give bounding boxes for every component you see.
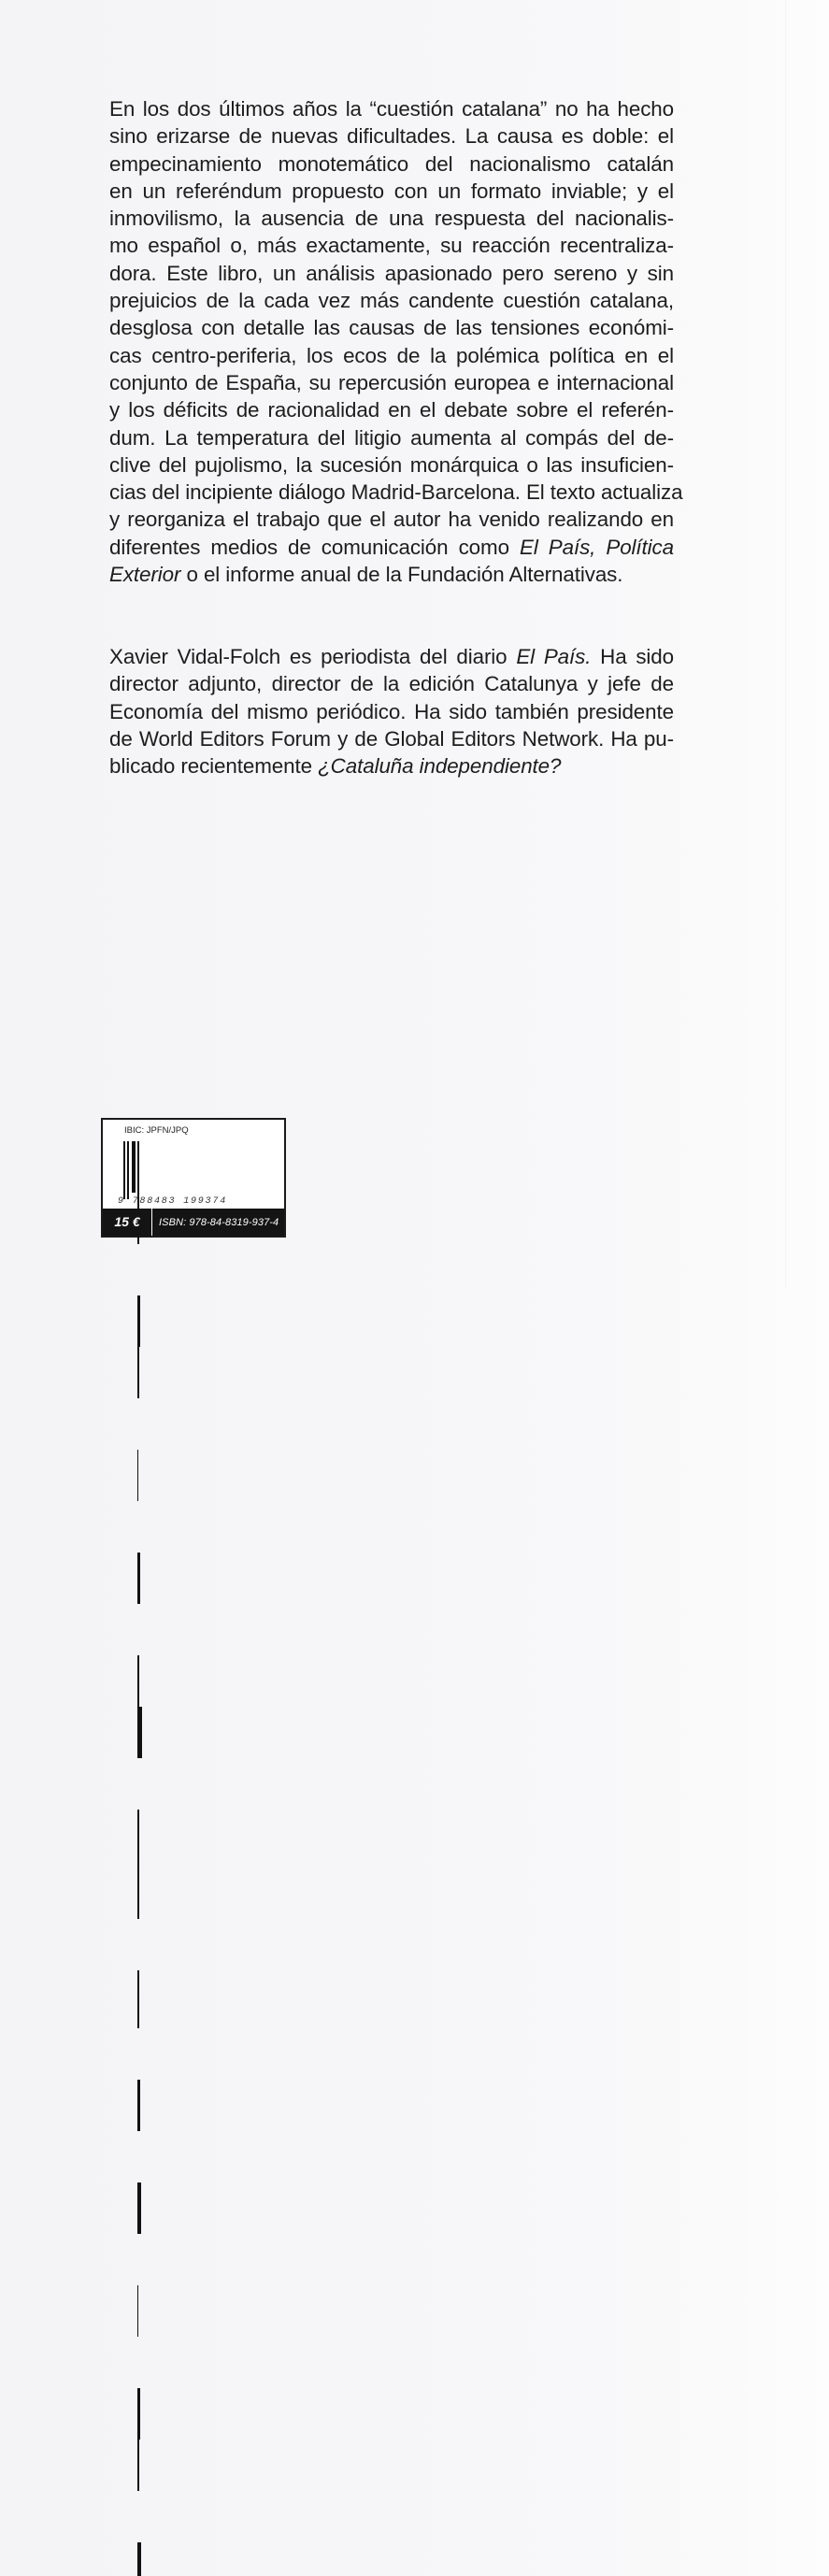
bio-line: Economía del mismo periódico. Ha sido también presidente — [109, 699, 674, 723]
blurb-line: conjunto de España, su repercusión europea e internacional — [109, 370, 674, 394]
bio-text: blicado recientemente — [109, 754, 319, 779]
barcode-icon — [123, 1141, 278, 1197]
blurb-line: En los dos últimos años la “cuestión catalana” no ha hecho — [109, 97, 674, 121]
blurb-line: empecinamiento monotemático del nacionalismo catalán — [109, 151, 674, 176]
blurb-line: cias del incipiente diálogo Madrid-Barcelona. El texto actualiza — [109, 480, 683, 505]
blurb-line: desglosa con detalle las causas de las tensiones económi- — [109, 316, 674, 340]
blurb-line: dum. La temperatura del litigio aumenta al compás del de- — [109, 425, 674, 450]
blurb-line — [109, 561, 674, 588]
price-label: 15 € — [103, 1209, 152, 1236]
bio-line — [109, 643, 674, 670]
blurb-line: clive del pujolismo, la sucesión monárquica o las insuficien- — [109, 452, 674, 477]
ibic-code: IBIC: JPFN/JPQ — [124, 1125, 189, 1136]
blurb-text: o el informe anual de la Fundación Alternativas. — [180, 563, 623, 587]
blurb-line — [109, 534, 674, 561]
author-bio — [109, 643, 674, 780]
blurb-line: dora. Este libro, un análisis apasionado pero sereno y sin — [109, 261, 674, 285]
blurb-line: en un referéndum propuesto con un formato inviable; y el — [109, 179, 674, 203]
blurb-line: cas centro-periferia, los ecos de la polémica política en el — [109, 343, 674, 367]
book-blurb — [109, 95, 683, 588]
blurb-text: diferentes medios de comunicación como — [109, 535, 520, 559]
bio-line: director adjunto, director de la edición Catalunya y jefe de — [109, 672, 674, 696]
blurb-line: prejuicios de la cada vez más candente cuestión catalana, — [109, 289, 674, 313]
price-bar — [103, 1209, 284, 1236]
barcode-digits: 9 788483 199374 — [118, 1196, 228, 1207]
bio-line: de World Editors Forum y de Global Editors Network. Ha pu- — [109, 726, 674, 751]
bio-text: Ha sido — [591, 645, 675, 668]
blurb-line: inmovilismo, la ausencia de una respuesta del nacionalis- — [109, 207, 674, 231]
blurb-line: y los déficits de racionalidad en el debate sobre el referén- — [109, 398, 674, 422]
cover-edge-shadow — [785, 0, 786, 1288]
bio-line — [109, 752, 674, 780]
publication-name: El País. — [516, 645, 592, 668]
blurb-line: mo español o, más exactamente, su reacción recentraliza- — [109, 234, 674, 258]
isbn-label: ISBN: 978-84-8319-937-4 — [159, 1216, 279, 1228]
barcode-box — [101, 1118, 286, 1238]
publication-names: Exterior — [109, 563, 181, 587]
publication-names: El País, Política — [520, 535, 674, 559]
blurb-line: sino erizarse de nuevas dificultades. La causa es doble: el — [109, 124, 674, 149]
blurb-line: y reorganiza el trabajo que el autor ha venido realizando en — [109, 508, 674, 532]
book-title: ¿Cataluña independiente? — [318, 754, 562, 779]
bio-text: Xavier Vidal-Folch es periodista del diario — [109, 645, 517, 668]
